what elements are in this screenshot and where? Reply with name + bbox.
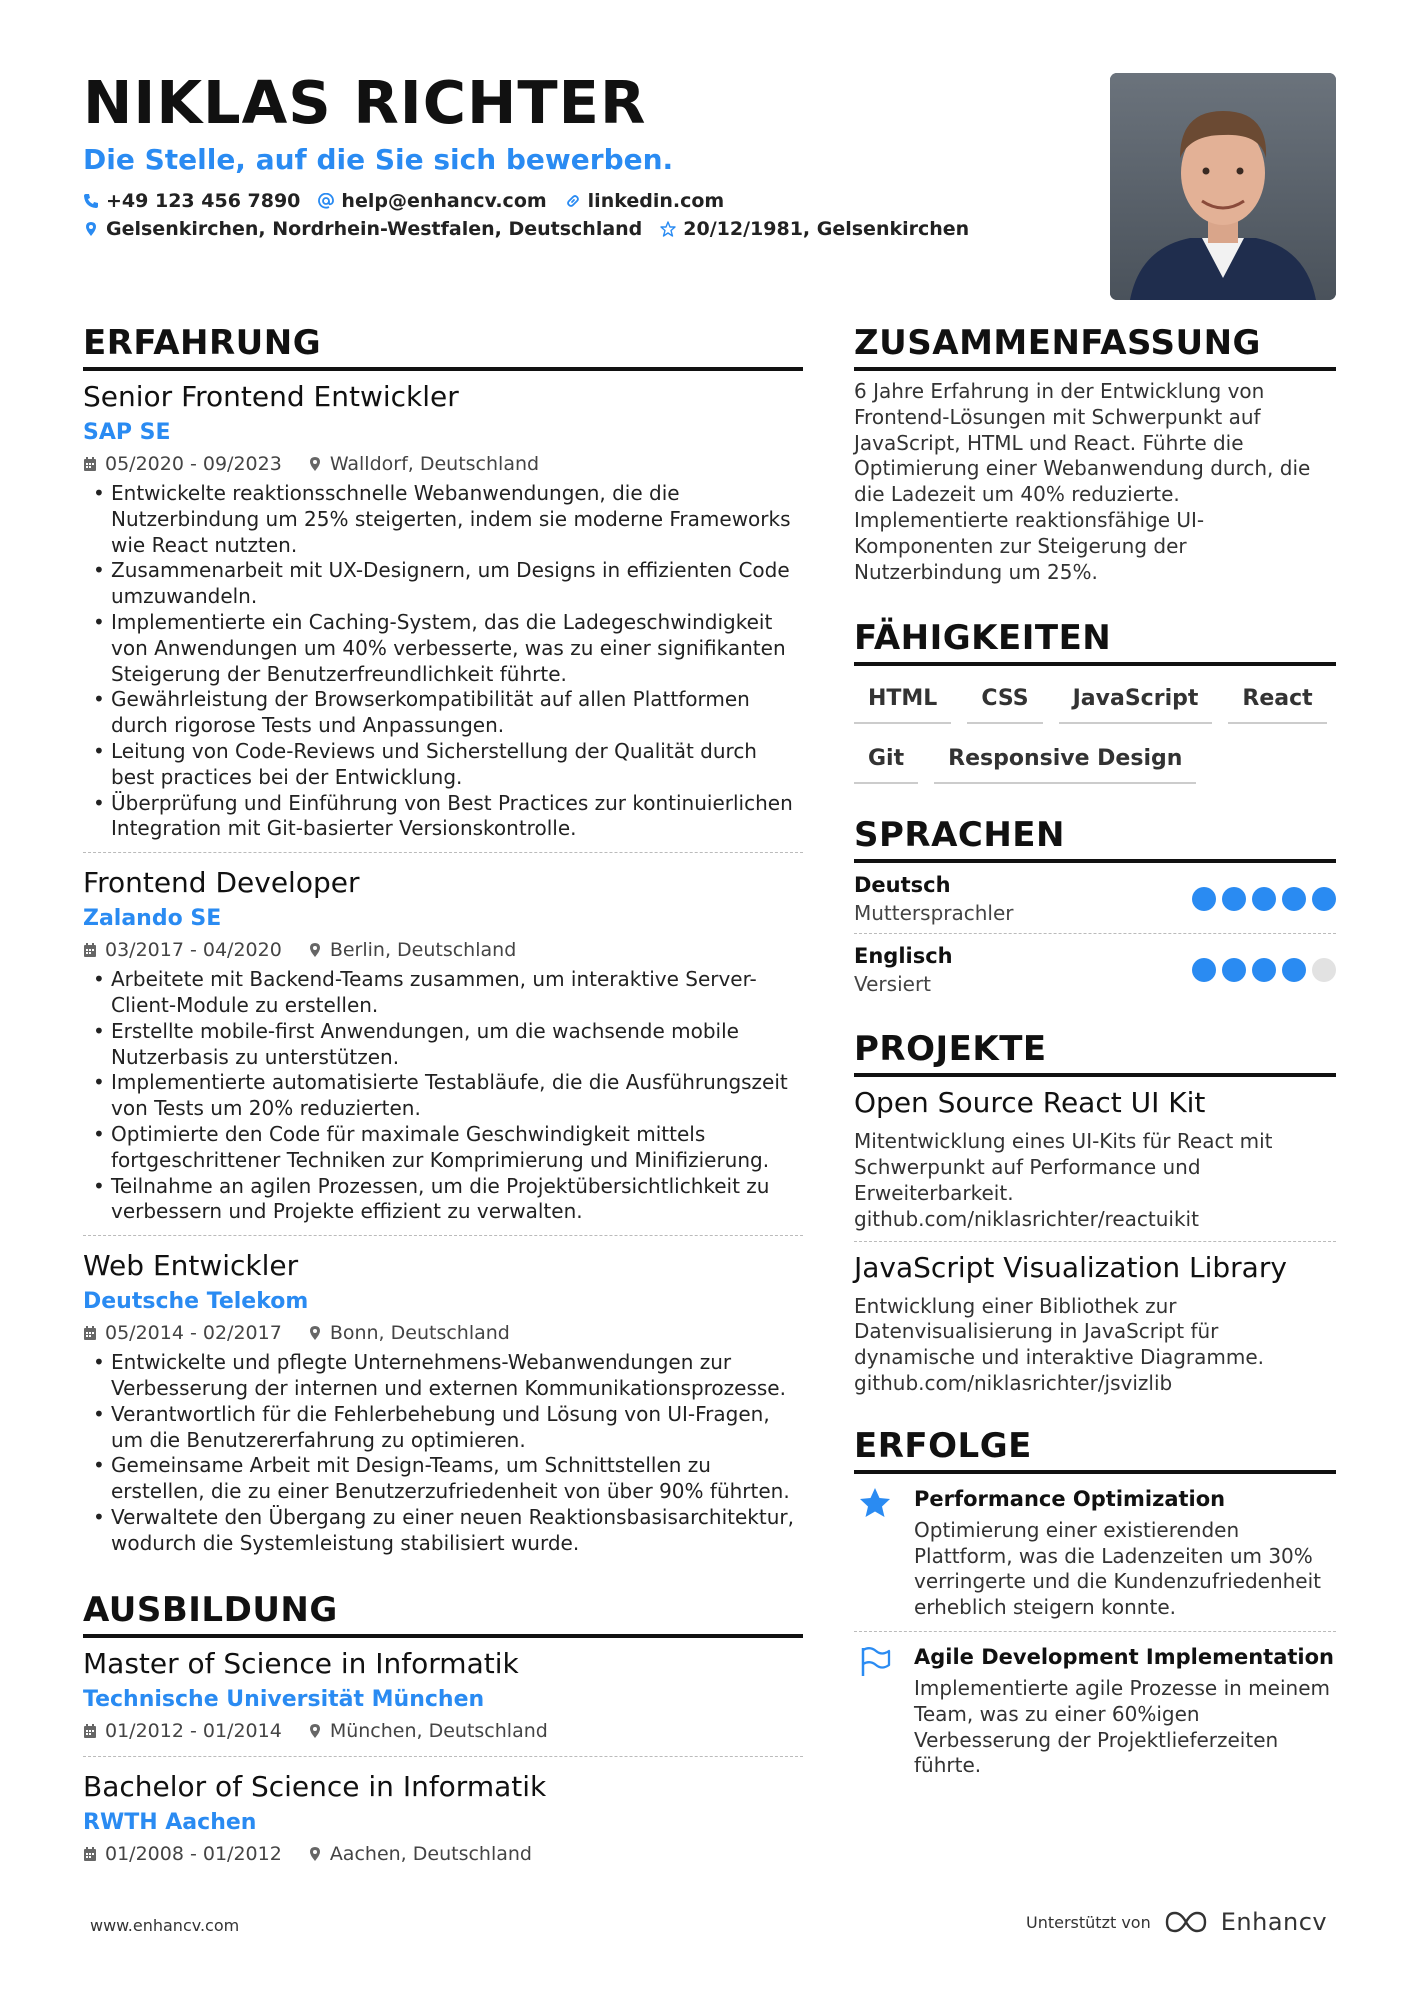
location-pin-icon	[308, 456, 322, 472]
bullet-item: • Gemeinsame Arbeit mit Design-Teams, um Schnittstellen zu erstellen, die zu einer Benutzerzufriedenheit von über 90% führten.	[83, 1453, 803, 1505]
birth-contact	[660, 216, 969, 242]
achievement-title: Agile Development Implementation	[914, 1644, 1334, 1669]
language-item	[854, 863, 1336, 934]
bullet-item: • Überprüfung und Einführung von Best Practices zur kontinuierlichen Integration mit Git-basierter Versionskontrolle.	[83, 791, 803, 843]
headline: Die Stelle, auf die Sie sich bewerben.	[83, 143, 674, 176]
project-title: JavaScript Visualization Library	[854, 1250, 1287, 1284]
bullet-item: • Gewährleistung der Browserkompatibilität auf allen Plattformen durch rigorose Tests und Anpassungen.	[83, 687, 803, 739]
company-name[interactable]: Zalando SE	[83, 906, 222, 932]
project-entry	[854, 1083, 1336, 1241]
contact-row-1	[83, 188, 1083, 214]
skill-tag: JavaScript	[1059, 678, 1213, 724]
brand-name: Enhancv	[1220, 1908, 1328, 1936]
job-title: Frontend Developer	[83, 866, 360, 900]
entry-dates	[83, 935, 282, 965]
job-title: Web Entwickler	[83, 1249, 299, 1283]
location-pin-icon	[308, 1846, 322, 1862]
star-icon-glyph	[858, 1486, 892, 1520]
education-entry	[83, 1644, 803, 1757]
rating-dot	[1252, 958, 1276, 982]
projects-heading: PROJEKTE	[854, 1026, 1336, 1077]
profile-photo	[1110, 73, 1336, 300]
skill-tag: React	[1228, 678, 1326, 724]
powered-by-text: Unterstützt von	[1026, 1912, 1151, 1932]
language-name: Englisch	[854, 944, 953, 969]
bullet-item: • Optimierte den Code für maximale Geschwindigkeit mittels fortgeschrittener Techniken zur Komprimierung und Minifizierung.	[83, 1122, 803, 1174]
profile-photo-illustration	[1110, 73, 1336, 300]
achievement-body	[914, 1642, 1336, 1779]
entry-location	[308, 1839, 532, 1869]
skill-tag: HTML	[854, 678, 951, 724]
rating-dot	[1312, 958, 1336, 982]
experience-entry	[83, 863, 803, 1236]
rating-dot	[1282, 887, 1306, 911]
company-name[interactable]: SAP SE	[83, 420, 171, 445]
bullet-list	[83, 1350, 803, 1556]
education-heading: AUSBILDUNG	[83, 1587, 803, 1638]
rating-dot	[1252, 887, 1276, 911]
job-title: Senior Frontend Entwickler	[83, 380, 459, 413]
school-name[interactable]: RWTH Aachen	[83, 1809, 257, 1835]
degree-title: Master of Science in Informatik	[83, 1646, 519, 1680]
school-name[interactable]: Technische Universität München	[83, 1686, 485, 1712]
rating-dot	[1312, 887, 1336, 911]
linkedin-text: linkedin.com	[587, 190, 725, 212]
education-entry	[83, 1767, 803, 1879]
location-pin-icon	[308, 942, 322, 958]
entry-meta	[83, 1839, 803, 1869]
bullet-item: • Arbeitete mit Backend-Teams zusammen, um interaktive Server-Client-Module zu erstellen.	[83, 967, 803, 1019]
footer-branding	[1026, 1908, 1327, 1936]
project-description	[854, 1294, 1336, 1397]
right-column	[854, 320, 1336, 1789]
dates-text: 05/2014 - 02/2017	[105, 1322, 282, 1345]
language-level: Muttersprachler	[854, 901, 1014, 926]
location-text: München, Deutschland	[329, 1719, 548, 1742]
entry-meta	[83, 1716, 803, 1746]
entry-location	[308, 1318, 510, 1348]
achievement-body	[914, 1484, 1336, 1621]
location-text: Walldorf, Deutschland	[329, 453, 540, 475]
calendar-icon	[83, 942, 97, 958]
resume-header	[83, 68, 1083, 242]
skill-tag: Git	[854, 738, 918, 784]
language-rating	[1192, 887, 1336, 911]
experience-heading: ERFAHRUNG	[83, 320, 803, 371]
skill-tag: Responsive Design	[934, 738, 1196, 784]
at-icon	[318, 193, 334, 209]
footer-website[interactable]: www.enhancv.com	[90, 1916, 240, 1935]
bullet-item: • Erstellte mobile-first Anwendungen, um die wachsende mobile Nutzerbasis zu unterstützen.	[83, 1019, 803, 1071]
skill-tag: CSS	[967, 678, 1042, 724]
candidate-name: NIKLAS RICHTER	[83, 68, 647, 137]
location-text: Aachen, Deutschland	[329, 1842, 532, 1865]
summary-text: 6 Jahre Erfahrung in der Entwicklung von Frontend-Lösungen mit Schwerpunkt auf JavaScript, HTML und React. Führte die Optimierung einer Webanwendung durch, die die Ladezeit um 40% reduzierte. Implementierte reaktionsfähige UI-Komponenten zur Steigerung der Nutzerbindung um 25%.	[854, 379, 1311, 584]
location-text: Gelsenkirchen, Nordrhein-Westfalen, Deutschland	[106, 218, 643, 240]
project-description-text: Mitentwicklung eines UI-Kits für React mit Schwerpunkt auf Performance und Erweiterbarkeit.	[854, 1129, 1273, 1205]
location-text: Berlin, Deutschland	[329, 939, 517, 962]
project-link[interactable]: github.com/niklasrichter/jsvizlib	[854, 1370, 1173, 1395]
entry-meta	[83, 1318, 803, 1348]
phone-contact[interactable]	[83, 188, 300, 214]
entry-dates	[83, 1318, 282, 1348]
achievement-description: Optimierung einer existierenden Plattform, was die Ladenzeiten um 30% verringerte und die Kundenzufriedenheit erheblich steigern konnte.	[914, 1517, 1322, 1620]
language-info	[854, 942, 953, 998]
location-contact	[83, 216, 642, 242]
calendar-icon	[83, 1325, 97, 1341]
linkedin-contact[interactable]	[565, 188, 725, 214]
skills-list	[854, 678, 1336, 784]
birth-text: 20/12/1981, Gelsenkirchen	[683, 218, 970, 240]
dates-text: 01/2008 - 01/2012	[105, 1842, 282, 1865]
project-description	[854, 1129, 1336, 1232]
languages-heading: SPRACHEN	[854, 812, 1336, 863]
rating-dot	[1282, 958, 1306, 982]
left-column	[83, 320, 803, 1889]
company-name[interactable]: Deutsche Telekom	[83, 1289, 309, 1315]
rating-dot	[1192, 958, 1216, 982]
summary-heading: ZUSAMMENFASSUNG	[854, 320, 1336, 371]
achievement-description: Implementierte agile Prozesse in meinem Team, was zu einer 60%igen Verbesserung der Projektlieferzeiten führte.	[914, 1675, 1330, 1778]
location-text: Bonn, Deutschland	[329, 1322, 510, 1345]
rating-dot	[1222, 958, 1246, 982]
experience-entry	[83, 1246, 803, 1566]
dates-text: 05/2020 - 09/2023	[105, 453, 282, 475]
project-link[interactable]: github.com/niklasrichter/reactuikit	[854, 1206, 1199, 1231]
bullet-item: • Verwaltete den Übergang zu einer neuen Reaktionsbasisarchitektur, wodurch die Systemleistung stabilisiert wurde.	[83, 1505, 803, 1557]
calendar-icon	[83, 1846, 97, 1862]
entry-meta	[83, 449, 803, 479]
rating-dot	[1192, 887, 1216, 911]
rating-dot	[1222, 887, 1246, 911]
project-title: Open Source React UI Kit	[854, 1086, 1206, 1120]
calendar-icon	[83, 456, 97, 472]
skills-heading: FÄHIGKEITEN	[854, 615, 1336, 666]
achievements-heading: ERFOLGE	[854, 1423, 1336, 1474]
email-text: help@enhancv.com	[341, 190, 547, 212]
star-outline-icon	[660, 221, 676, 237]
email-contact[interactable]	[318, 188, 546, 214]
entry-dates	[83, 1716, 282, 1746]
language-item	[854, 934, 1336, 1004]
bullet-item: • Implementierte ein Caching-System, das die Ladegeschwindigkeit von Anwendungen um 40% verbesserte, was zu einer signifikanten Steigerung der Benutzerfreundlichkeit führte.	[83, 610, 803, 687]
projects-list	[854, 1083, 1336, 1404]
flag-icon	[854, 1642, 896, 1779]
entry-dates	[83, 1839, 282, 1869]
achievement-item	[854, 1474, 1336, 1632]
location-pin-icon	[308, 1723, 322, 1739]
bullet-item: • Entwickelte reaktionsschnelle Webanwendungen, die die Nutzerbindung um 25% steigerten, indem sie moderne Frameworks wie React nutzten.	[83, 481, 803, 558]
entry-dates	[83, 449, 282, 479]
location-pin-icon	[308, 1325, 322, 1341]
education-list	[83, 1644, 803, 1879]
project-entry	[854, 1248, 1336, 1405]
language-info	[854, 871, 1014, 927]
language-rating	[1192, 958, 1336, 982]
achievement-title: Performance Optimization	[914, 1486, 1226, 1511]
entry-location	[308, 449, 539, 479]
flag-icon-glyph	[858, 1644, 892, 1678]
bullet-list	[83, 481, 803, 842]
degree-title: Bachelor of Science in Informatik	[83, 1769, 547, 1803]
bullet-item: • Entwickelte und pflegte Unternehmens-Webanwendungen zur Verbesserung der internen und externen Kommunikationsprozesse.	[83, 1350, 803, 1402]
bullet-item: • Implementierte automatisierte Testabläufe, die die Ausführungszeit von Tests um 20% reduzierten.	[83, 1070, 803, 1122]
enhancv-logo-icon	[1163, 1909, 1209, 1935]
contact-row-2	[83, 216, 1083, 242]
dates-text: 03/2017 - 04/2020	[105, 939, 282, 962]
language-name: Deutsch	[854, 873, 951, 898]
phone-icon	[83, 193, 99, 209]
bullet-item: • Teilnahme an agilen Prozessen, um die Projektübersichtlichkeit zu verbessern und Projekte effizient zu verwalten.	[83, 1174, 803, 1226]
bullet-list	[83, 967, 803, 1225]
entry-location	[308, 935, 516, 965]
bullet-item: • Leitung von Code-Reviews und Sicherstellung der Qualität durch best practices bei der Entwicklung.	[83, 739, 803, 791]
bullet-item: • Verantwortlich für die Fehlerbehebung und Lösung von UI-Fragen, um die Benutzererfahrung zu optimieren.	[83, 1402, 803, 1454]
experience-entry	[83, 377, 803, 853]
bullet-item: • Zusammenarbeit mit UX-Designern, um Designs in effizienten Code umzuwandeln.	[83, 558, 803, 610]
language-level: Versiert	[854, 972, 932, 997]
experience-list	[83, 377, 803, 1567]
project-description-text: Entwicklung einer Bibliothek zur Datenvisualisierung in JavaScript für dynamische und interaktive Diagramme.	[854, 1293, 1265, 1370]
link-icon	[565, 193, 581, 209]
entry-meta	[83, 935, 803, 965]
achievements-list	[854, 1474, 1336, 1789]
star-icon	[854, 1484, 896, 1621]
calendar-icon	[83, 1723, 97, 1739]
languages-list	[854, 863, 1336, 1004]
achievement-item	[854, 1632, 1336, 1789]
entry-location	[308, 1716, 548, 1746]
location-pin-icon	[83, 221, 99, 237]
dates-text: 01/2012 - 01/2014	[105, 1719, 282, 1742]
phone-text: +49 123 456 7890	[106, 190, 301, 212]
